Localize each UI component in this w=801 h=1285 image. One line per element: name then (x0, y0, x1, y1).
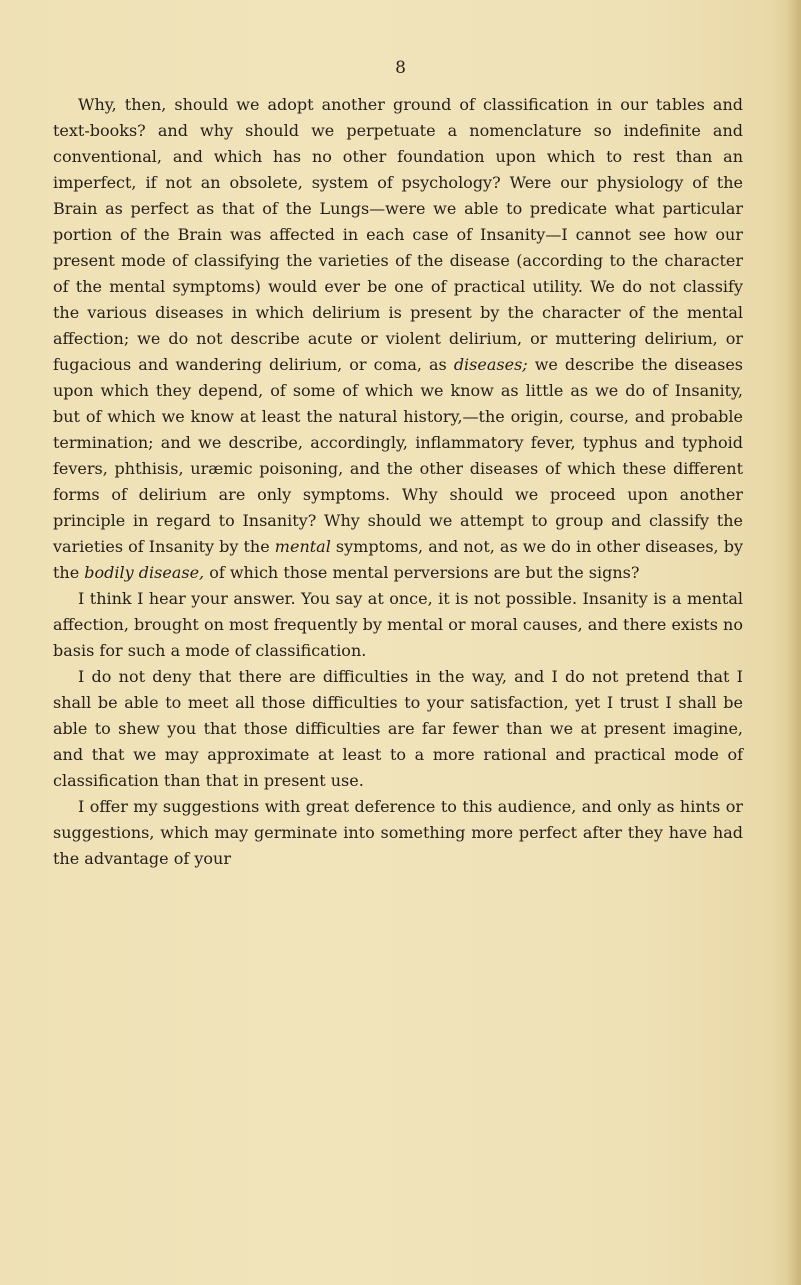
text-segment: symptoms, and not, as we do in other diseases, by the (53, 537, 743, 582)
italic-text-segment: bodily disease, (84, 563, 205, 582)
text-segment: I think I hear your answer. You say at once, it is not possible. Insanity is a mental affection, brought on most frequently by mental or moral causes, and there exists no basis for such a mode of classification. (53, 589, 743, 660)
text-segment: we describe the diseases upon which they depend, of some of which we know as little as we do of Insanity, but of which we know at least the natural history,—the origin, course, and probable termination; and we describe, accordingly, inflammatory fever, typhus and typhoid fevers, phthisis, uræmic poisoning, and the other diseases of which these different forms of delirium are only symptoms. Why should we proceed upon another principle in regard to Insanity? Why should we attempt to group and classify the varieties of Insanity by the (53, 355, 743, 556)
body-text (53, 92, 743, 872)
italic-text-segment: diseases; (453, 355, 528, 374)
text-segment: Why, then, should we adopt another ground of classification in our tables and text-books? and why should we perpetuate a nomenclature so indefinite and conventional, and which has no other foundation upon which to rest than an imperfect, if not an obsolete, system of psychology? Were our physiology of the Brain as perfect as that of the Lungs—were we able to predicate what particular portion of the Brain was affected in each case of Insanity—I cannot see how our present mode of classifying the varieties of the disease (according to the character of the mental symptoms) would ever be one of practical utility. We do not classify the various diseases in which delirium is present by the character of the mental affection; we do not describe acute or violent delirium, or muttering delirium, or fugacious and wandering delirium, or coma, as (53, 95, 743, 374)
paragraph (53, 794, 743, 872)
page-number: 8 (395, 58, 406, 78)
page-edge-shadow (787, 0, 801, 1285)
paragraph (53, 664, 743, 794)
paragraph (53, 92, 743, 586)
paragraph (53, 586, 743, 664)
text-segment: I offer my suggestions with great deference to this audience, and only as hints or suggestions, which may germinate into something more perfect after they have had the advantage of your (53, 797, 743, 868)
text-segment: of which those mental perversions are but the signs? (204, 563, 640, 582)
text-segment: I do not deny that there are difficulties in the way, and I do not pretend that I shall be able to meet all those difficulties to your satisfaction, yet I trust I shall be able to shew you that those difficulties are far fewer than we at present imagine, and that we may approximate at least to a more rational and practical mode of classification than that in present use. (53, 667, 743, 790)
italic-text-segment: mental (274, 537, 331, 556)
